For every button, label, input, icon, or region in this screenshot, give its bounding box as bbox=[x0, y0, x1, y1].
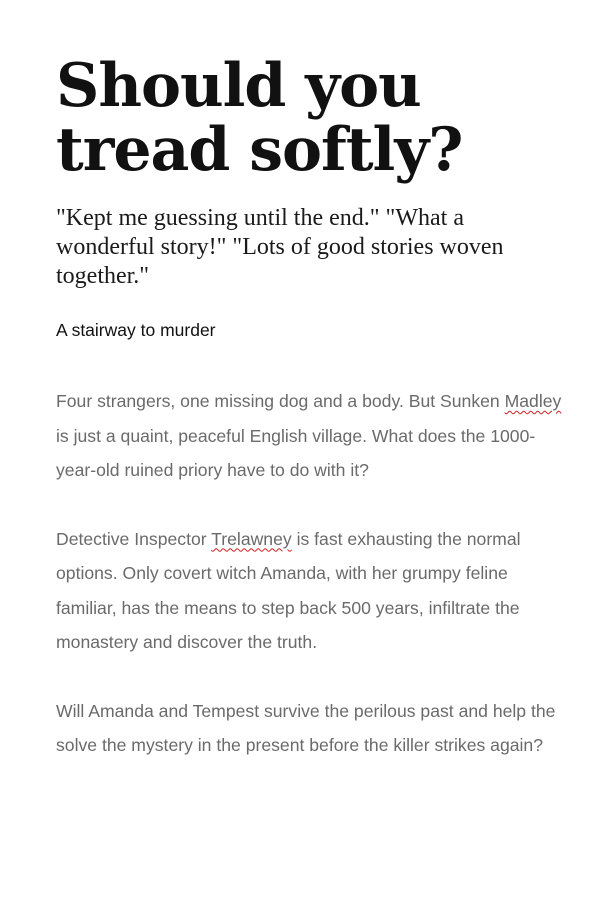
section-subtitle: A stairway to murder bbox=[56, 320, 216, 340]
page-title: Should you tread softly? bbox=[56, 51, 463, 185]
paragraph-text: Detective Inspector bbox=[56, 528, 212, 549]
paragraph[interactable] bbox=[56, 694, 571, 763]
article bbox=[56, 51, 571, 763]
paragraph[interactable] bbox=[56, 384, 571, 488]
paragraph-text: Will Amanda and Tempest survive the perilous past and help the solve the mystery in the present before the killer strikes again? bbox=[56, 700, 556, 755]
paragraph-text: is just a quaint, peaceful English village. What does the 1000-year-old ruined priory have to do with it? bbox=[56, 425, 536, 480]
misspelled-word[interactable]: Madley bbox=[504, 391, 562, 411]
paragraph[interactable] bbox=[56, 522, 571, 660]
paragraph-text: Four strangers, one missing dog and a body. But Sunken bbox=[56, 391, 505, 411]
review-quotes: "Kept me guessing until the end." "What a wonderful story!" "Lots of good stories woven together." bbox=[56, 205, 504, 289]
paragraph-text: is fast exhausting the normal options. Only covert witch Amanda, with her grumpy feline familiar, has the means to step back 500 years, infiltrate the monastery and discover the truth. bbox=[56, 528, 521, 652]
misspelled-word[interactable]: Trelawney bbox=[211, 528, 292, 549]
